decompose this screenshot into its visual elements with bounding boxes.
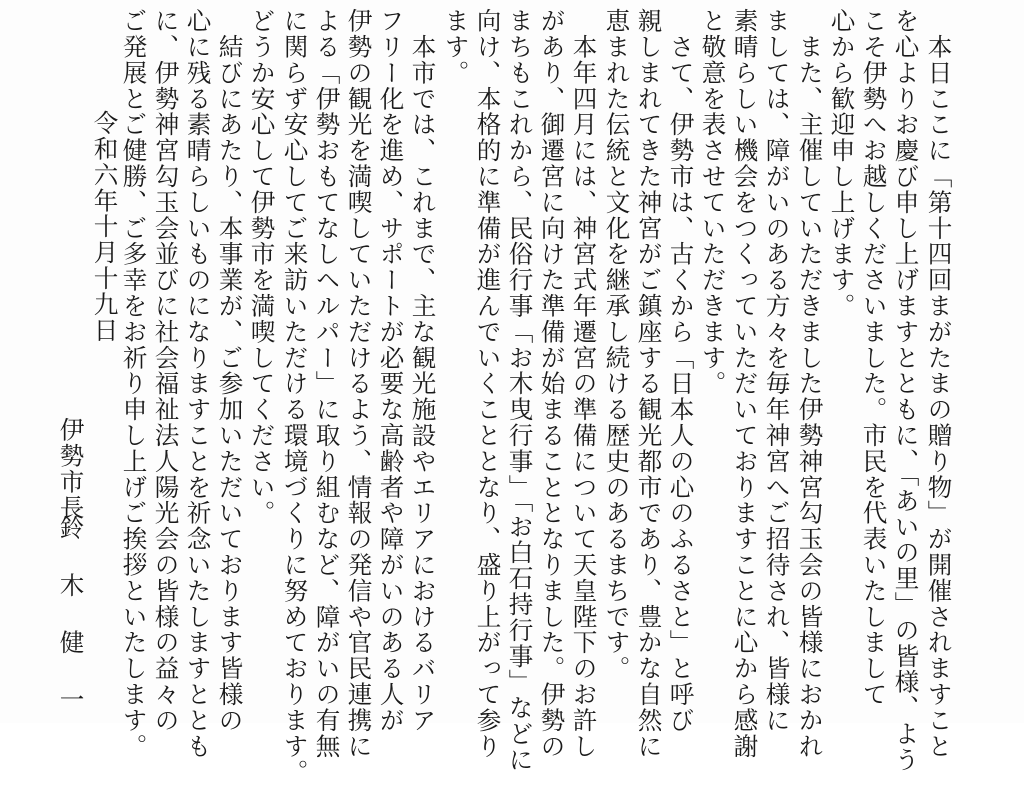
body-line-17: 本市では、これまで、主な観光施設やエリアにおけるバリア	[408, 8, 438, 734]
body-line-21: に関らず安心してご来訪いただける環境づくりに努めております。	[280, 8, 310, 785]
body-line-1: 本日ここに「第十四回まがたまの贈り物」が開催されますこと	[924, 8, 954, 760]
letter-date: 令和六年十月十九日	[90, 110, 120, 344]
body-line-14: まちもこれから、民俗行事「お木曳行事」「お白石持行事」などに	[505, 8, 535, 773]
body-line-15: 向け、本格的に準備が進んでいくこととなり、盛り上がって参り	[473, 8, 503, 760]
body-line-12: 本年四月には、神宮式年遷宮の準備について天皇陛下のお許し	[569, 8, 599, 760]
body-line-26: ご発展とご健勝、ご多幸をお祈り申し上げご挨拶といたします。	[119, 8, 149, 760]
body-line-5: また、主催していただきました伊勢神宮勾玉会の皆様におかれ	[795, 8, 825, 760]
body-line-25: に、伊勢神宮勾玉会並びに社会福祉法人陽光会の皆様の益々の	[151, 8, 181, 734]
body-line-10: 親しまれてきた神宮がご鎮座する観光都市であり、豊かな自然に	[634, 8, 664, 760]
body-line-6: ましては、障がいのある方々を毎年神宮へご招待され、皆様に	[762, 8, 792, 734]
body-line-8: と敬意を表させていただきます。	[698, 8, 728, 397]
body-line-18: フリー化を進め、サポートが必要な高齢者や障がいのある人が	[376, 8, 406, 734]
signature-name: 鈴 木 健 一	[56, 515, 86, 716]
body-line-19: 伊勢の観光を満喫していただけるよう、情報の発信や官民連携に	[344, 8, 374, 760]
body-line-4: 心から歓迎申し上げます。	[827, 8, 857, 319]
body-line-11: 恵まれた伝統と文化を継承し続ける歴史のあるまちです。	[602, 8, 632, 682]
body-line-16: ます。	[441, 8, 471, 86]
body-line-22: どうか安心して伊勢市を満喫してください。	[247, 8, 277, 526]
body-line-13: があり、御遷宮に向けた準備が始まることとなりました。伊勢の	[537, 8, 567, 760]
body-line-24: 心に残る素晴らしいものになりますことを祈念いたしますととも	[183, 8, 213, 760]
body-line-23: 結びにあたり、本事業が、ご参加いただいております皆様の	[215, 8, 245, 734]
body-line-2: を心よりお慶び申し上げますとともに、「あいの里」の皆様、よう	[891, 8, 921, 773]
body-line-9: さて、伊勢市は、古くから「日本人の心のふるさと」と呼び	[666, 8, 696, 734]
signature-title: 伊勢市長	[56, 417, 86, 521]
body-line-3: こそ伊勢へお越しくださいました。市民を代表いたしまして	[859, 8, 889, 708]
body-line-20: よる「伊勢おもてなしヘルパー」に取り組むなど、障がいの有無	[312, 8, 342, 760]
body-line-7: 素晴らしい機会をつくっていただいておりますことに心から感謝	[730, 8, 760, 760]
